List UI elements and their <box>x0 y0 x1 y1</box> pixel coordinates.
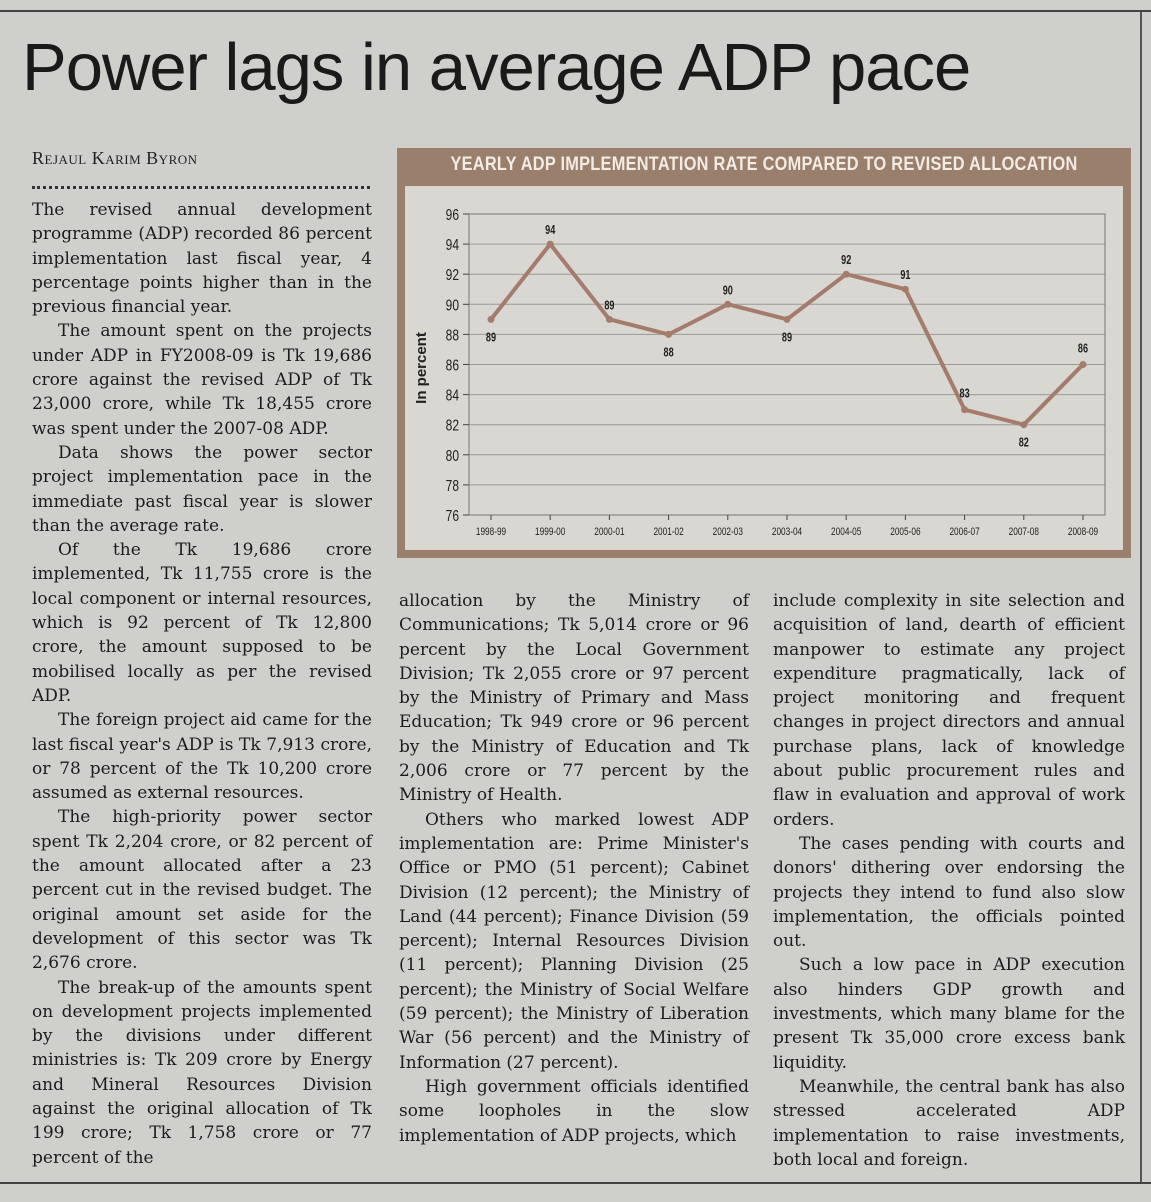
data-point <box>902 286 909 293</box>
data-label: 90 <box>722 283 733 298</box>
chart-plot-panel <box>405 186 1123 550</box>
paragraph: The cases pending with courts and donors' dithering over endorsing the projects they intend to fund also slow implementation, the officials pointed out. <box>773 833 1125 952</box>
dotted-divider <box>32 186 370 189</box>
paragraph: The foreign project aid came for the last fiscal year's ADP is Tk 7,913 crore, or 78 percent of the Tk 10,200 crore assumed as external resources. <box>32 710 372 804</box>
paragraph: Meanwhile, the central bank has also stressed accelerated ADP implementation to raise investments, both local and foreign. <box>773 1076 1125 1170</box>
article-column-1 <box>32 198 372 1170</box>
chart-axes <box>446 205 1105 538</box>
data-point <box>784 316 791 323</box>
x-tick-label: 1999-00 <box>535 525 566 539</box>
data-point <box>606 316 613 323</box>
right-rule <box>1140 12 1142 1182</box>
data-point <box>843 271 850 278</box>
y-tick-label: 80 <box>445 446 459 465</box>
data-point <box>665 331 672 338</box>
y-tick-label: 76 <box>445 506 459 525</box>
data-point <box>961 406 968 413</box>
paragraph: High government officials identified some loopholes in the slow implementation of ADP projects, which <box>399 1076 749 1146</box>
data-point <box>547 241 554 248</box>
data-point <box>724 301 731 308</box>
y-tick-label: 88 <box>445 325 459 344</box>
data-label: 92 <box>841 253 852 268</box>
x-tick-label: 2001-02 <box>653 525 684 539</box>
line-chart <box>405 186 1123 550</box>
data-label: 83 <box>959 387 970 402</box>
x-tick-label: 2008-09 <box>1067 525 1099 539</box>
bottom-rule <box>0 1182 1151 1184</box>
x-tick-label: 1998-99 <box>475 525 507 539</box>
y-tick-label: 96 <box>445 205 459 224</box>
paragraph: The high-priority power sector spent Tk 2,204 crore, or 82 percent of the amount allocated after a 23 percent cut in the revised budget. The original amount set aside for the development of this sector was Tk 2,676 crore. <box>32 807 372 974</box>
x-tick-label: 2005-06 <box>890 525 921 539</box>
y-tick-label: 92 <box>445 265 459 284</box>
chart-frame <box>397 148 1131 558</box>
data-point <box>1080 361 1087 368</box>
x-tick-label: 2002-03 <box>712 525 743 539</box>
paragraph: allocation by the Ministry of Communications; Tk 5,014 crore or 96 percent by the Local Government Division; Tk 2,055 crore or 97 percent by the Ministry of Primary and Mass Education; Tk 949 crore or 96 percent by the Ministry of Education and Tk 2,006 crore or 77 percent by the Ministry of Health. <box>399 591 749 806</box>
x-tick-label: 2007-08 <box>1008 525 1039 539</box>
paragraph: include complexity in site selection and acquisition of land, dearth of efficient manpower to estimate any project expenditure pragmatically, lack of project monitoring and frequent changes in project directors and annual purchase plans, lack of knowledge about public procurement rules and flaw in evaluation and approval of work orders. <box>773 591 1125 830</box>
data-label: 94 <box>545 223 556 238</box>
x-tick-label: 2003-04 <box>771 525 803 539</box>
data-point <box>488 316 495 323</box>
article-column-2 <box>399 589 749 1148</box>
y-tick-label: 78 <box>445 476 459 495</box>
paragraph: The amount spent on the projects under ADP in FY2008-09 is Tk 19,686 crore against the revised ADP of Tk 23,000 crore, while Tk 18,455 crore was spent under the 2007-08 ADP. <box>32 321 372 439</box>
y-tick-label: 84 <box>445 385 459 404</box>
data-label: 86 <box>1077 342 1089 356</box>
paragraph: The revised annual development programme (ADP) recorded 86 percent implementation last fiscal year, 4 percentage points higher than in the previous financial year. <box>32 200 372 318</box>
x-tick-label: 2000-01 <box>594 525 625 539</box>
headline: Power lags in average ADP pace <box>22 30 971 105</box>
data-label: 82 <box>1018 436 1029 451</box>
paragraph: Data shows the power sector project implementation pace in the immediate past fiscal year is slower than the average rate. <box>32 442 372 536</box>
article-column-3 <box>773 589 1125 1172</box>
data-label: 91 <box>900 268 911 283</box>
y-tick-label: 86 <box>445 355 459 374</box>
y-axis-label: In percent <box>413 332 430 404</box>
x-tick-label: 2006-07 <box>949 525 980 539</box>
top-rule <box>0 10 1151 12</box>
paragraph: Of the Tk 19,686 crore implemented, Tk 11,755 crore is the local component or internal resources, which is 92 percent of Tk 12,800 crore, the amount supposed to be mobilised locally as per the revised ADP. <box>32 540 372 706</box>
paragraph: The break-up of the amounts spent on development projects implemented by the divisions under different ministries is: Tk 209 crore by Energy and Mineral Resources Division against the original allocation of Tk 199 crore; Tk 1,758 crore or 77 percent of the <box>32 977 372 1168</box>
y-tick-label: 82 <box>445 415 459 435</box>
data-point <box>1020 421 1027 428</box>
x-tick-label: 2004-05 <box>831 525 862 539</box>
y-tick-label: 94 <box>445 235 459 254</box>
data-label: 88 <box>663 345 674 360</box>
chart-title: YEARLY ADP IMPLEMENTATION RATE COMPARED TO REVISED ALLOCATION <box>450 154 1078 175</box>
data-label: 89 <box>781 330 793 345</box>
byline: Rejaul Karim Byron <box>32 148 198 168</box>
paragraph: Such a low pace in ADP execution also hinders GDP growth and investments, which many blame for the present Tk 35,000 crore excess bank liquidity. <box>773 955 1125 1073</box>
paragraph: Others who marked lowest ADP implementation are: Prime Minister's Office or PMO (51 percent); Cabinet Division (12 percent); the Ministry of Land (44 percent); Finance Division (59 percent); Internal Resources Division (11 percent); Planning Division (25 percent); the Ministry of Social Welfare (59 percent); the Ministry of Liberation War (56 percent) and the Ministry of Information (27 percent). <box>399 809 749 1073</box>
data-label: 89 <box>604 298 615 313</box>
y-tick-label: 90 <box>445 295 459 314</box>
data-label: 89 <box>485 330 497 345</box>
